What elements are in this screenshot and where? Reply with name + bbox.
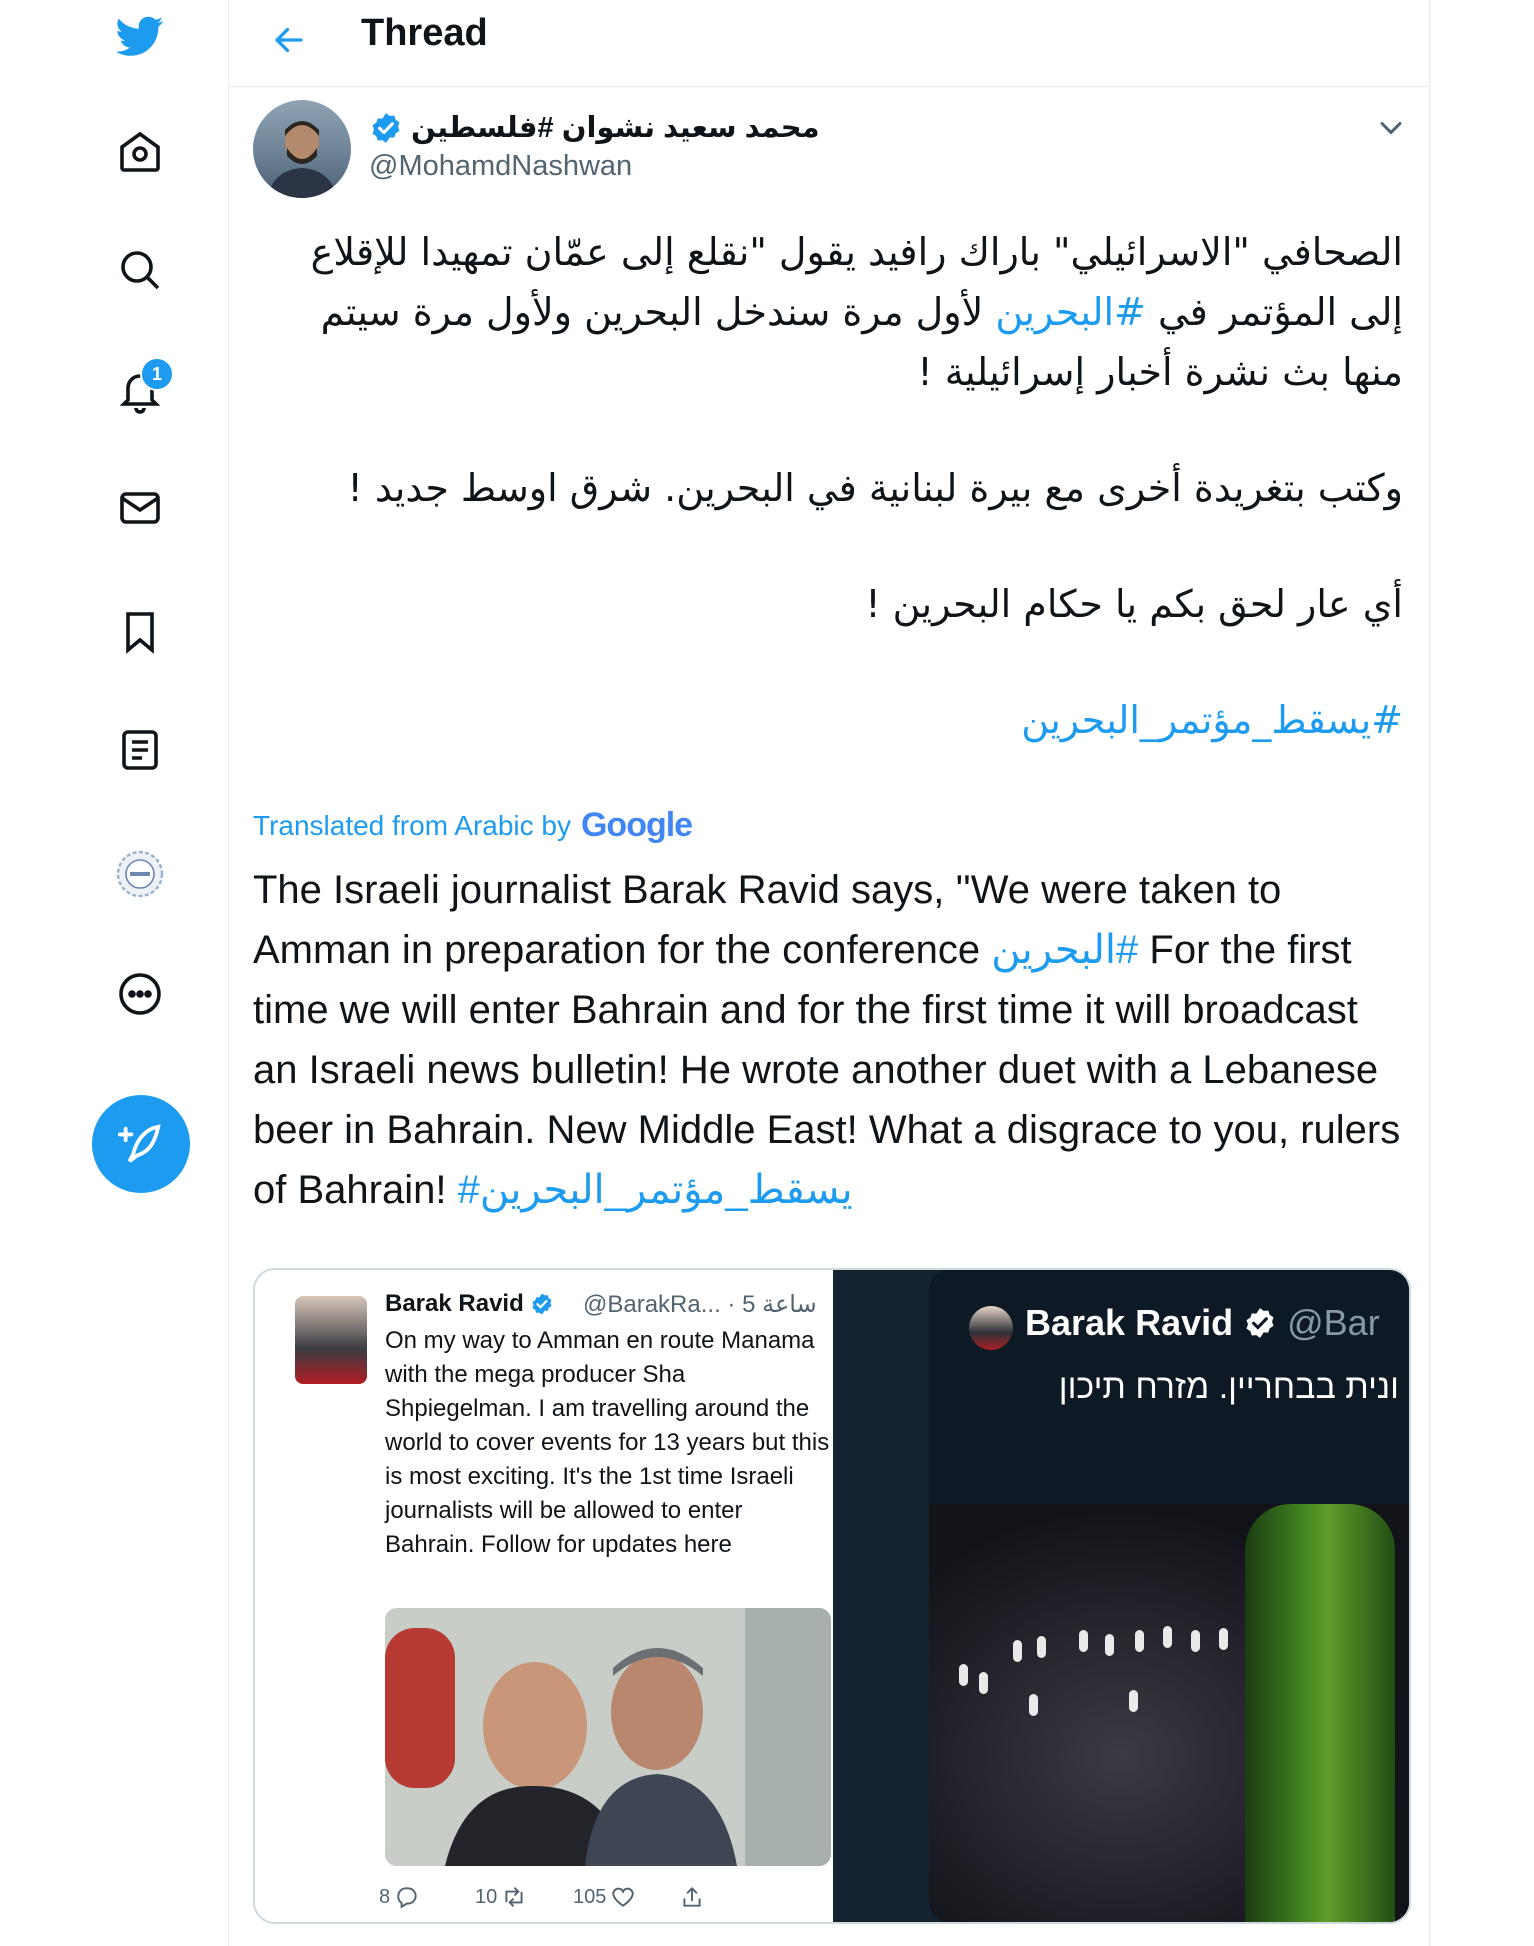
beer-bottle-photo bbox=[929, 1504, 1409, 1922]
hashtag-link[interactable]: #يسقط_مؤتمر_البحرين bbox=[1021, 698, 1403, 742]
translated-label: Translated from Arabic by bbox=[253, 809, 571, 841]
hashtag-link[interactable]: #يسقط_مؤتمر_البحرين bbox=[457, 1168, 853, 1212]
arabic-paragraph-3: أي عار لحق بكم يا حكام البحرين ! bbox=[865, 582, 1403, 626]
retweet-count: 10 bbox=[475, 1885, 498, 1908]
translated-text: The Israeli journalist Barak Ravid says, ''We were taken to Amman in preparation for the conference bbox=[253, 868, 1282, 972]
hashtag-link[interactable]: البحرين# bbox=[991, 928, 1139, 972]
arabic-text: الصحافي "الاسرائيلي" باراك رافيد يقول "نقلع إلى عمّان تمهيدا للإقلاع إلى المؤتمر في bbox=[310, 230, 1403, 334]
reply-action bbox=[379, 1884, 420, 1910]
timeline-column bbox=[228, 0, 1430, 1946]
back-arrow-icon bbox=[271, 22, 307, 58]
hebrew-text: ונית בבחריין. מזרח תיכון bbox=[1058, 1368, 1399, 1406]
profile-avatar[interactable] bbox=[100, 834, 180, 914]
beer-tweet-author bbox=[1025, 1302, 1380, 1344]
translated-text: For the first time we will enter Bahrain and for the first time it will broadcast an Israeli news bulletin! He wrote another duet with a Lebanese beer in Bahrain. New Middle East! What a disgrace to you, rulers of Bahrain! bbox=[253, 928, 1401, 1212]
tweet-media[interactable] bbox=[253, 1268, 1411, 1924]
mail-icon[interactable] bbox=[100, 468, 180, 548]
quoted-tweet-text: On my way to Amman en route Manama with the mega producer Sha Shpiegelman. I am travelling around the world to cover events for 13 years but this is most exciting. It's the 1st time Israeli journalists will be allowed to enter Bahrain. Follow for updates here bbox=[385, 1327, 830, 1558]
author-name-text: محمد سعيد نشوان #فلسطين bbox=[411, 112, 820, 144]
google-logo: Google bbox=[580, 806, 693, 844]
heart-icon bbox=[610, 1884, 636, 1910]
retweet-action bbox=[475, 1884, 527, 1910]
airplane-selfie-photo bbox=[385, 1608, 831, 1866]
arabic-paragraph-1 bbox=[253, 222, 1403, 402]
quoted-tweet-actions bbox=[379, 1884, 819, 1914]
page-title: Thread bbox=[361, 12, 488, 54]
media-image-screenshot[interactable] bbox=[255, 1270, 833, 1922]
quoted-author-avatar bbox=[295, 1296, 367, 1384]
reply-count: 8 bbox=[379, 1885, 391, 1908]
arabic-paragraph-2: وكتب بتغريدة أخرى مع بيرة لبنانية في البحرين. شرق اوسط جديد ! bbox=[347, 466, 1403, 510]
side-navigation bbox=[0, 0, 228, 1946]
arabic-text: لأول مرة سندخل البحرين ولأول مرة سيتم منها بث نشرة أخبار إسرائيلية ! bbox=[320, 290, 1403, 394]
quoted-author-name bbox=[385, 1290, 554, 1318]
tweet-text-translated bbox=[253, 860, 1413, 1220]
share-icon bbox=[679, 1884, 705, 1910]
quoted-name-text: Barak Ravid bbox=[385, 1290, 524, 1317]
author-handle[interactable]: @MohamdNashwan bbox=[369, 150, 633, 182]
like-action bbox=[573, 1884, 636, 1910]
thread-header bbox=[229, 0, 1429, 87]
chevron-down-icon[interactable] bbox=[1373, 110, 1409, 146]
reply-icon bbox=[394, 1884, 420, 1910]
share-action bbox=[679, 1884, 705, 1910]
media-image-beer[interactable] bbox=[833, 1270, 1409, 1922]
compose-tweet-button[interactable] bbox=[92, 1095, 190, 1193]
beer-tweet-screenshot bbox=[929, 1270, 1409, 1922]
beer-bottle bbox=[1245, 1504, 1395, 1922]
twitter-logo-icon[interactable] bbox=[100, 0, 180, 76]
verified-badge-icon bbox=[530, 1292, 554, 1316]
author-avatar[interactable] bbox=[253, 100, 351, 198]
quoted-author-handle: @BarakRa... · 5 ساعة bbox=[583, 1291, 817, 1318]
search-icon[interactable] bbox=[100, 230, 180, 310]
tweet-text-arabic bbox=[253, 222, 1403, 750]
verified-badge-icon bbox=[369, 111, 403, 145]
more-icon[interactable] bbox=[100, 954, 180, 1034]
beer-author-name: Barak Ravid bbox=[1025, 1302, 1234, 1343]
hashtag-link[interactable]: #البحرين bbox=[995, 290, 1146, 334]
list-icon[interactable] bbox=[100, 710, 180, 790]
beer-tweet-avatar bbox=[969, 1306, 1013, 1350]
beer-author-handle: @Bar bbox=[1287, 1302, 1380, 1343]
notification-badge: 1 bbox=[140, 357, 174, 391]
author-display-name[interactable] bbox=[369, 110, 820, 145]
home-icon[interactable] bbox=[100, 112, 180, 192]
bookmark-icon[interactable] bbox=[100, 592, 180, 672]
like-count: 105 bbox=[573, 1885, 607, 1908]
back-button[interactable] bbox=[259, 10, 319, 70]
verified-badge-icon bbox=[1243, 1306, 1277, 1340]
retweet-icon bbox=[501, 1884, 527, 1910]
translation-attribution[interactable] bbox=[253, 806, 692, 845]
